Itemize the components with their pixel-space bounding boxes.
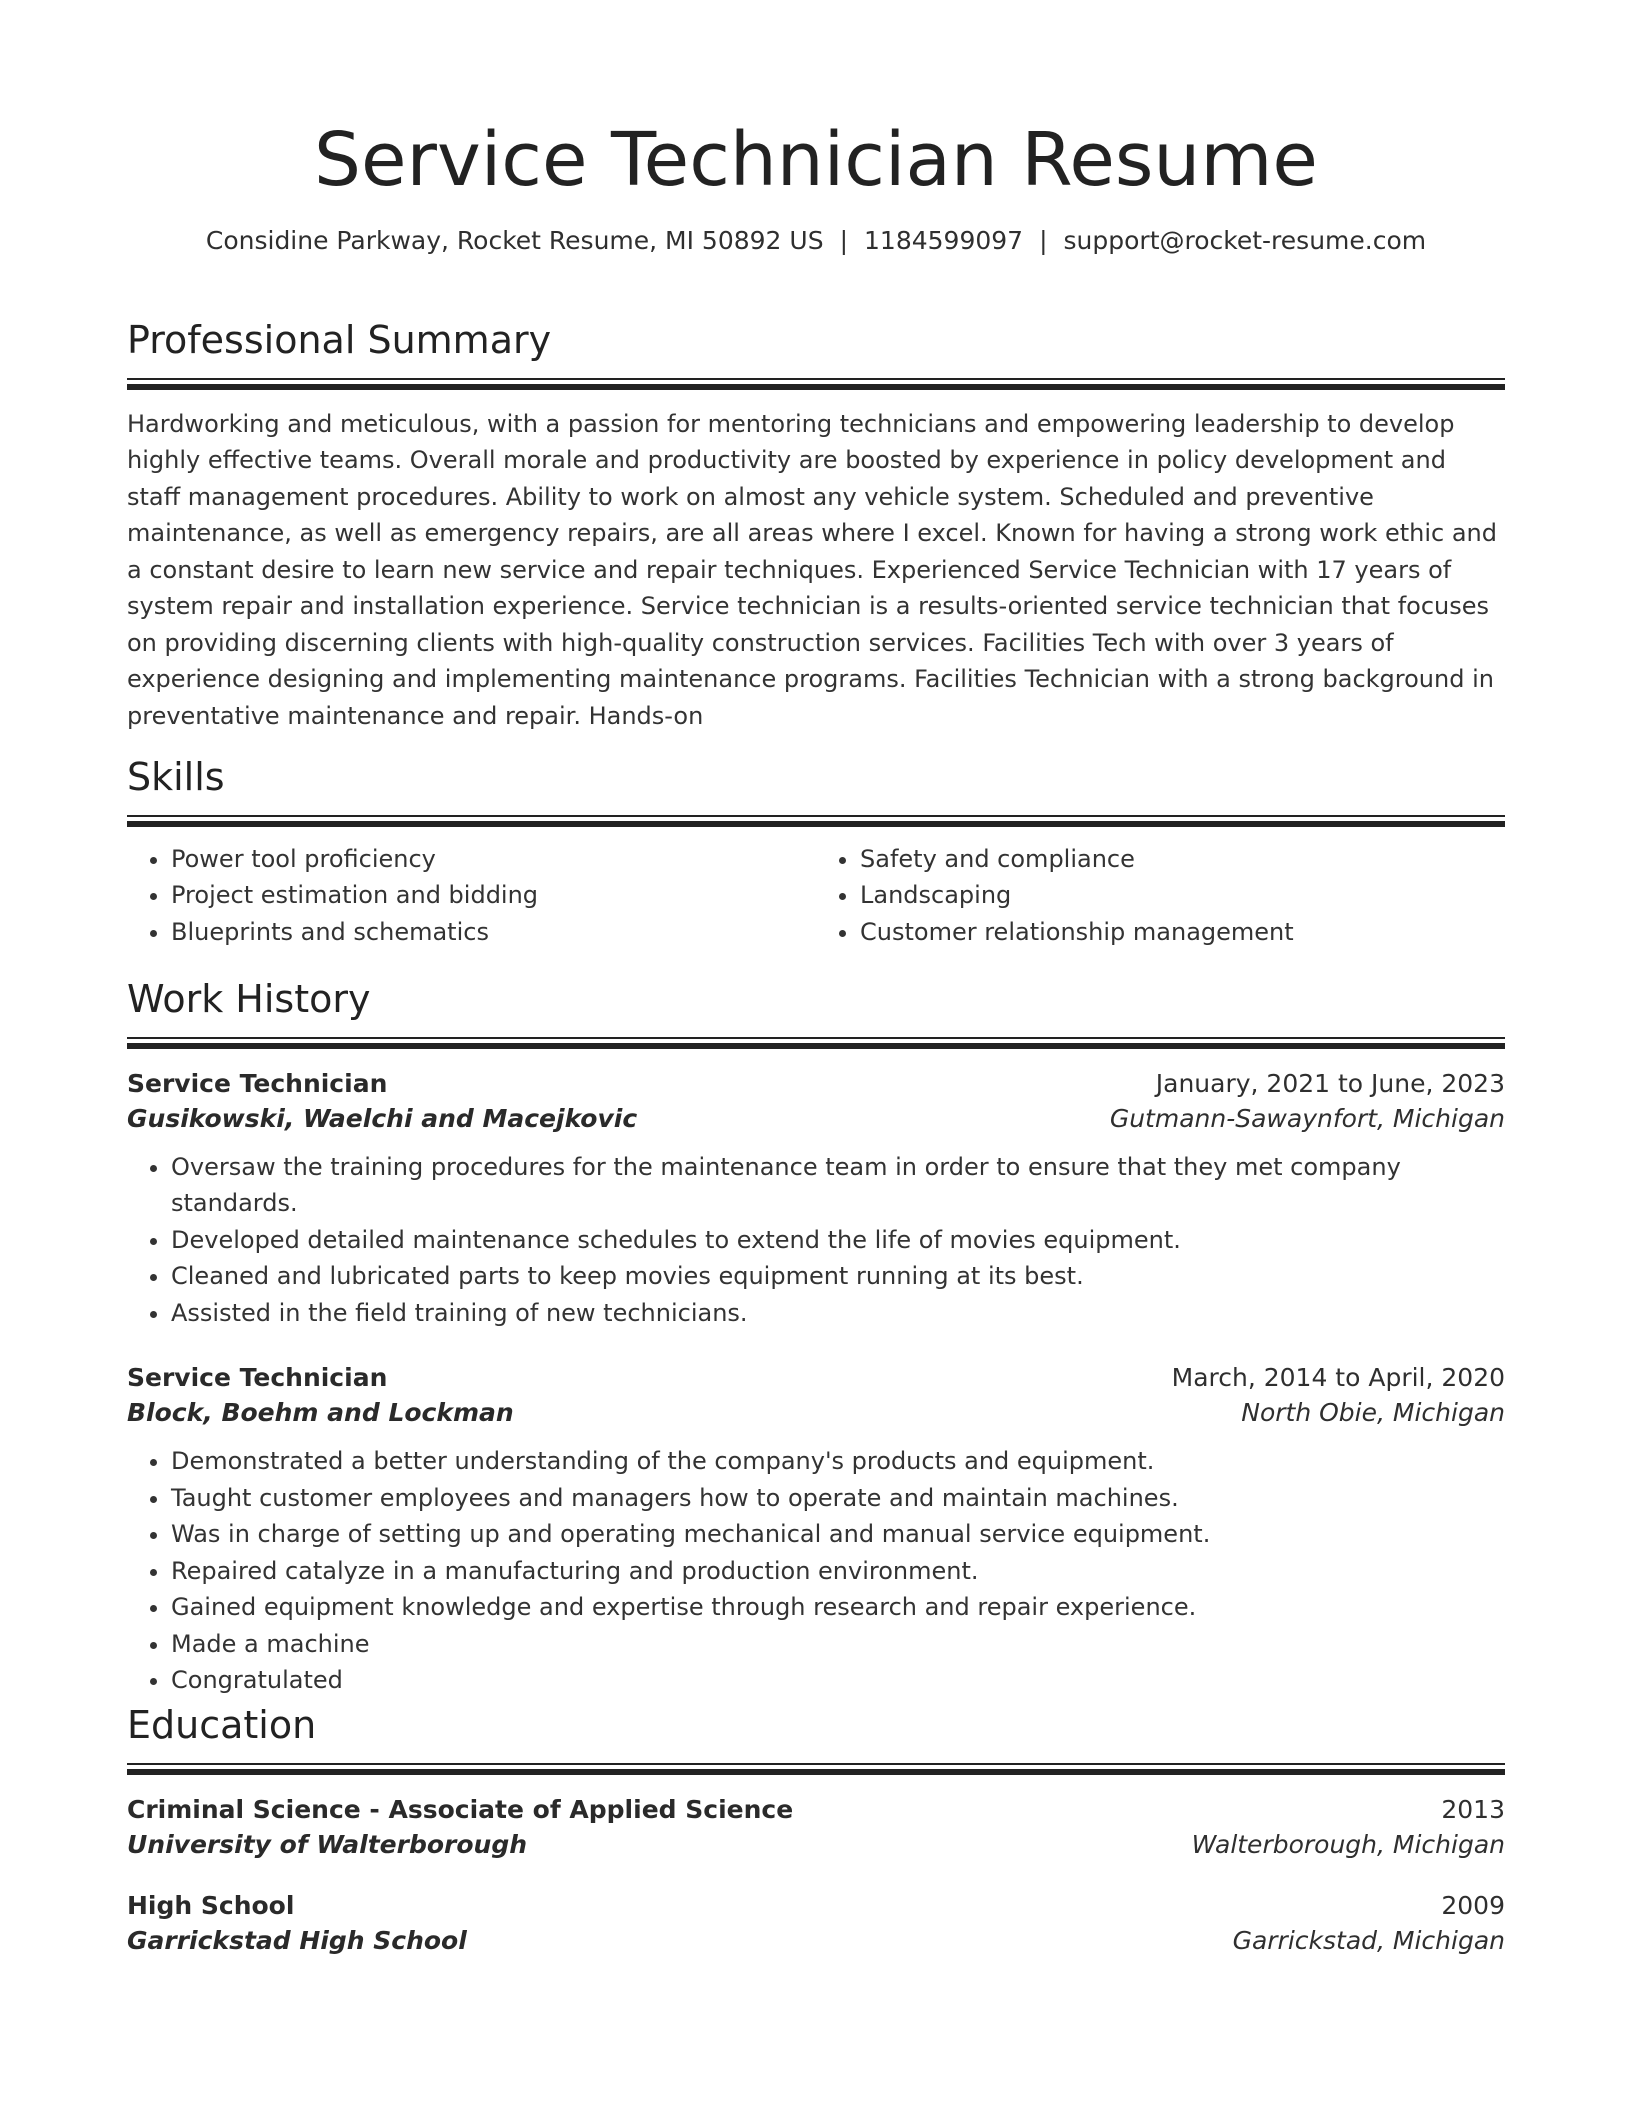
job-bullets bbox=[127, 1149, 1505, 1332]
skill-item: • Landscaping bbox=[860, 877, 1505, 914]
job-title: Service Technician bbox=[127, 1068, 388, 1098]
education-header bbox=[127, 1795, 1505, 1824]
summary-text: Hardworking and meticulous, with a passion for mentoring technicians and empowering leadership to develop highly effective teams. Overall morale and productivity are boosted by experience in policy development and staff management procedures. Ability to work on almost any vehicle system. Scheduled and preventive maintenance, as well as emergency repairs, are all areas where I excel. Known for having a strong work ethic and a constant desire to learn new service and repair techniques. Experienced Service Technician with 17 years of system repair and installation experience. Service technician is a results-oriented service technician that focuses on providing discerning clients with high-quality construction services. Facilities Tech with over 3 years of experience designing and implementing maintenance programs. Facilities Technician with a strong background in preventative maintenance and repair. Hands-on bbox=[127, 409, 1497, 730]
contact-email[interactable]: support@rocket-resume.com bbox=[1063, 226, 1427, 256]
job-header bbox=[127, 1363, 1505, 1392]
job-company: Block, Boehm and Lockman bbox=[127, 1398, 514, 1428]
education-school: Garrickstad High School bbox=[127, 1925, 467, 1955]
summary-section bbox=[127, 318, 1505, 734]
job-bullet: • Assisted in the field training of new technicians. bbox=[171, 1295, 1505, 1332]
job-dates: January, 2021 to June, 2023 bbox=[1155, 1068, 1505, 1098]
education-year: 2013 bbox=[1441, 1794, 1505, 1824]
job-bullet: • Oversaw the training procedures for the maintenance team in order to ensure that they met company standards. bbox=[171, 1149, 1505, 1222]
job-entry bbox=[127, 1363, 1505, 1699]
job-location: North Obie, Michigan bbox=[1241, 1398, 1505, 1428]
skills-section bbox=[127, 755, 1505, 950]
education-header bbox=[127, 1891, 1505, 1920]
education-entry bbox=[127, 1891, 1505, 1955]
section-divider bbox=[127, 1037, 1505, 1049]
education-subheader bbox=[127, 1830, 1505, 1859]
job-title: Service Technician bbox=[127, 1363, 388, 1393]
section-divider bbox=[127, 815, 1505, 827]
job-dates: March, 2014 to April, 2020 bbox=[1171, 1363, 1505, 1393]
summary-heading: Professional Summary bbox=[127, 318, 552, 362]
section-divider bbox=[127, 378, 1505, 390]
job-subheader bbox=[127, 1104, 1505, 1133]
skills-column-left bbox=[127, 841, 816, 951]
job-bullet: • Gained equipment knowledge and expertise through research and repair experience. bbox=[171, 1589, 1505, 1626]
skill-item: • Project estimation and bidding bbox=[171, 877, 816, 914]
education-section bbox=[127, 1703, 1505, 1955]
job-bullet: • Demonstrated a better understanding of the company's products and equipment. bbox=[171, 1443, 1505, 1480]
section-divider bbox=[127, 1763, 1505, 1775]
job-bullet: • Taught customer employees and managers how to operate and maintain machines. bbox=[171, 1480, 1505, 1517]
contact-line bbox=[127, 225, 1505, 258]
job-location: Gutmann-Sawaynfort, Michigan bbox=[1109, 1103, 1505, 1133]
skills-list bbox=[127, 841, 1505, 951]
job-entry bbox=[127, 1069, 1505, 1332]
education-heading: Education bbox=[127, 1703, 317, 1747]
job-bullet: • Developed detailed maintenance schedules to extend the life of movies equipment. bbox=[171, 1222, 1505, 1259]
contact-address: Considine Parkway, Rocket Resume, MI 50892 US bbox=[205, 226, 824, 256]
job-header bbox=[127, 1069, 1505, 1098]
skills-column-right bbox=[816, 841, 1505, 951]
education-location: Walterborough, Michigan bbox=[1191, 1829, 1505, 1859]
skills-heading: Skills bbox=[127, 755, 225, 799]
education-entry bbox=[127, 1795, 1505, 1859]
skill-item: • Safety and compliance bbox=[860, 841, 1505, 878]
contact-phone: 1184599097 bbox=[864, 226, 1024, 256]
education-location: Garrickstad, Michigan bbox=[1232, 1925, 1505, 1955]
contact-separator: | bbox=[1039, 226, 1048, 256]
resume-title: Service Technician Resume bbox=[314, 117, 1318, 203]
education-subheader bbox=[127, 1926, 1505, 1955]
work-section bbox=[127, 977, 1505, 1699]
education-degree: High School bbox=[127, 1890, 295, 1920]
skill-item: • Power tool proficiency bbox=[171, 841, 816, 878]
contact-separator: | bbox=[839, 226, 849, 256]
job-bullet: • Congratulated bbox=[171, 1662, 1505, 1699]
job-bullet: • Was in charge of setting up and operating mechanical and manual service equipment. bbox=[171, 1516, 1505, 1553]
job-bullet: • Repaired catalyze in a manufacturing and production environment. bbox=[171, 1553, 1505, 1590]
job-bullet: • Made a machine bbox=[171, 1626, 1505, 1663]
job-company: Gusikowski, Waelchi and Macejkovic bbox=[127, 1103, 638, 1133]
work-heading: Work History bbox=[127, 977, 371, 1021]
job-bullets bbox=[127, 1443, 1505, 1699]
education-year: 2009 bbox=[1441, 1890, 1505, 1920]
skill-item: • Customer relationship management bbox=[860, 914, 1505, 951]
skill-item: • Blueprints and schematics bbox=[171, 914, 816, 951]
education-degree: Criminal Science - Associate of Applied Science bbox=[127, 1794, 794, 1824]
education-school: University of Walterborough bbox=[127, 1829, 528, 1859]
job-bullet: • Cleaned and lubricated parts to keep movies equipment running at its best. bbox=[171, 1258, 1505, 1295]
job-subheader bbox=[127, 1398, 1505, 1427]
